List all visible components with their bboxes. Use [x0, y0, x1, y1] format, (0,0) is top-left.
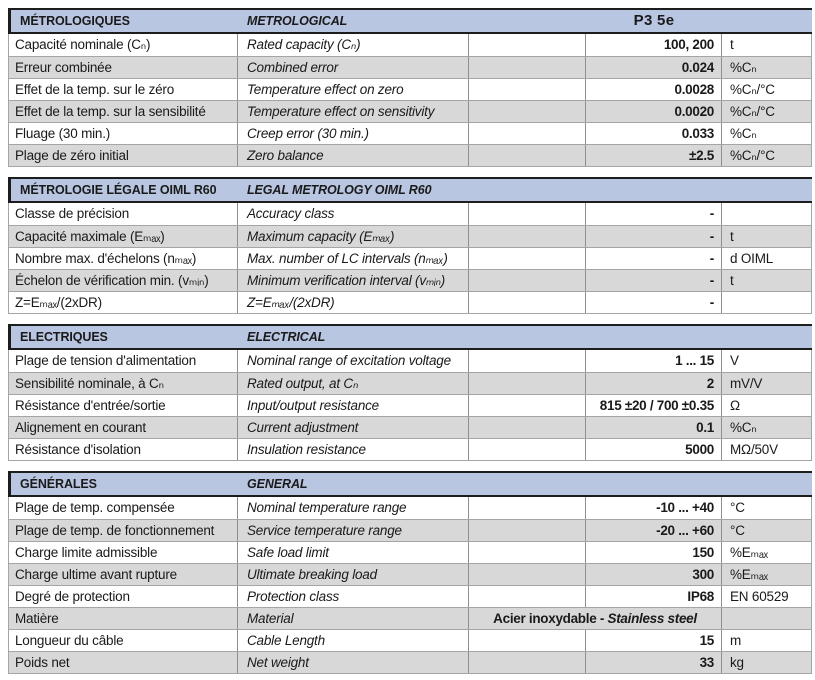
unit-cell: [722, 292, 811, 313]
unit-cell: %Cₙ/°C: [730, 82, 775, 97]
table-row: [9, 247, 811, 269]
spacer-cell: [469, 350, 586, 372]
label-fr-cell: Capacité nominale (Cₙ): [9, 34, 238, 56]
label-fr-cell: Capacité maximale (Eₘₐₓ): [9, 226, 238, 247]
label-en-cell: Creep error (30 min.): [238, 123, 469, 144]
section-title-fr: MÉTROLOGIQUES: [20, 14, 130, 28]
section-title-fr: GÉNÉRALES: [20, 477, 97, 491]
table-row: [9, 203, 811, 225]
label-en-cell: Temperature effect on zero: [238, 79, 469, 100]
spacer-cell: [469, 101, 586, 122]
label-fr-cell: Nombre max. d'échelons (nₘₐₓ): [9, 248, 238, 269]
label-en-cell: Combined error: [238, 57, 469, 78]
table-row: [9, 394, 811, 416]
spacer-cell: [469, 564, 586, 585]
table-row: [9, 585, 811, 607]
spacer-cell: [469, 292, 586, 313]
label-fr-cell: Résistance d'entrée/sortie: [9, 395, 238, 416]
value-cell: 100, 200: [586, 34, 722, 56]
section-title-en: METROLOGICAL: [247, 14, 348, 28]
spacer-cell: [469, 417, 586, 438]
label-en-cell: Ultimate breaking load: [238, 564, 469, 585]
section-title-fr: ELECTRIQUES: [20, 330, 108, 344]
label-en-cell: Zero balance: [238, 145, 469, 166]
label-fr-cell: Matière: [9, 608, 238, 629]
unit-cell: %Eₘₐₓ: [730, 567, 768, 582]
spacer-cell: [469, 497, 586, 519]
section-title-fr: MÉTROLOGIE LÉGALE OIML R60: [20, 183, 217, 197]
label-fr-cell: Degré de protection: [9, 586, 238, 607]
unit-cell: %Cₙ: [730, 126, 757, 141]
spacer-cell: [469, 123, 586, 144]
label-fr-cell: Échelon de vérification min. (vₘᵢₙ): [9, 270, 238, 291]
label-en-cell: Current adjustment: [238, 417, 469, 438]
label-fr-cell: Effet de la temp. sur le zéro: [9, 79, 238, 100]
section-rows: [8, 350, 812, 461]
unit-cell: t: [730, 273, 734, 288]
spacer-cell: [469, 395, 586, 416]
unit-cell: %Eₘₐₓ: [730, 545, 768, 560]
label-en-cell: Insulation resistance: [238, 439, 469, 460]
label-en-cell: Minimum verification interval (vₘᵢₙ): [238, 270, 469, 291]
value-cell: ±2.5: [586, 145, 722, 166]
label-fr-cell: Poids net: [9, 652, 238, 673]
value-cell: -: [586, 226, 722, 247]
unit-cell: t: [730, 229, 734, 244]
value-cell: -20 ... +60: [586, 520, 722, 541]
section-title-en: LEGAL METROLOGY OIML R60: [247, 183, 432, 197]
unit-cell: V: [730, 353, 739, 368]
spec-section: [8, 324, 812, 461]
label-fr-cell: Erreur combinée: [9, 57, 238, 78]
spacer-cell: [469, 652, 586, 673]
unit-cell: MΩ/50V: [730, 442, 778, 457]
value-cell: 0.1: [586, 417, 722, 438]
value-cell: 2: [586, 373, 722, 394]
value-text-italic: Stainless steel: [607, 611, 697, 626]
label-fr-cell: Plage de temp. de fonctionnement: [9, 520, 238, 541]
value-cell: -: [586, 203, 722, 225]
table-row: [9, 350, 811, 372]
value-cell: 15: [586, 630, 722, 651]
unit-cell: [722, 203, 811, 225]
table-row: [9, 563, 811, 585]
unit-cell: t: [730, 37, 734, 52]
spacer-cell: [469, 373, 586, 394]
value-cell: -: [586, 248, 722, 269]
label-en-cell: Cable Length: [238, 630, 469, 651]
table-row: [9, 651, 811, 673]
table-row: [9, 438, 811, 460]
unit-cell: Ω: [730, 398, 740, 413]
label-en-cell: Net weight: [238, 652, 469, 673]
table-row: [9, 519, 811, 541]
label-fr-cell: Charge ultime avant rupture: [9, 564, 238, 585]
label-fr-cell: Sensibilité nominale, à Cₙ: [9, 373, 238, 394]
table-row: [9, 78, 811, 100]
section-title-en: GENERAL: [247, 477, 308, 491]
unit-cell: °C: [730, 523, 745, 538]
label-en-cell: Temperature effect on sensitivity: [238, 101, 469, 122]
label-fr-cell: Z=Eₘₐₓ/(2xDR): [9, 292, 238, 313]
section-rows: [8, 34, 812, 167]
spacer-cell: [469, 630, 586, 651]
unit-cell: %Cₙ: [730, 420, 757, 435]
spacer-cell: [469, 79, 586, 100]
spacer-cell: [469, 226, 586, 247]
table-row: [9, 607, 811, 629]
value-cell: 815 ±20 / 700 ±0.35: [586, 395, 722, 416]
label-fr-cell: Plage de temp. compensée: [9, 497, 238, 519]
label-fr-cell: Longueur du câble: [9, 630, 238, 651]
value-cell: -10 ... +40: [586, 497, 722, 519]
value-cell: IP68: [586, 586, 722, 607]
spec-section: [8, 471, 812, 674]
value-cell: -: [586, 292, 722, 313]
unit-cell: %Cₙ/°C: [730, 104, 775, 119]
value-cell: 33: [586, 652, 722, 673]
datasheet-page: [8, 8, 812, 674]
value-cell: 5000: [586, 439, 722, 460]
spacer-cell: [469, 34, 586, 56]
spacer-cell: [469, 439, 586, 460]
value-text: Acier inoxydable -: [493, 611, 608, 626]
label-en-cell: Rated output, at Cₙ: [238, 373, 469, 394]
spacer-cell: [469, 586, 586, 607]
unit-cell: EN 60529: [730, 589, 789, 604]
label-en-cell: Accuracy class: [238, 203, 469, 225]
table-row: [9, 497, 811, 519]
section-rows: [8, 497, 812, 674]
spec-section: [8, 177, 812, 314]
value-cell: 0.024: [586, 57, 722, 78]
table-row: [9, 34, 811, 56]
unit-cell: [722, 608, 811, 629]
unit-cell: %Cₙ: [730, 60, 757, 75]
table-row: [9, 291, 811, 313]
label-en-cell: Nominal range of excitation voltage: [238, 350, 469, 372]
unit-cell: m: [730, 633, 742, 648]
label-en-cell: Material: [238, 608, 469, 629]
spacer-cell: [469, 520, 586, 541]
spacer-cell: [469, 542, 586, 563]
model-badge: P3 5e: [633, 12, 675, 29]
value-cell: -: [586, 270, 722, 291]
label-fr-cell: Résistance d'isolation: [9, 439, 238, 460]
section-header: [8, 8, 812, 34]
section-header: [8, 471, 812, 497]
label-en-cell: Nominal temperature range: [238, 497, 469, 519]
spacer-cell: [469, 57, 586, 78]
unit-cell: °C: [730, 500, 745, 515]
value-cell: 300: [586, 564, 722, 585]
label-fr-cell: Classe de précision: [9, 203, 238, 225]
label-en-cell: Max. number of LC intervals (nₘₐₓ): [238, 248, 469, 269]
value-cell: 1 ... 15: [586, 350, 722, 372]
unit-cell: d OIML: [730, 251, 774, 266]
section-header: [8, 324, 812, 350]
table-row: [9, 416, 811, 438]
label-fr-cell: Charge limite admissible: [9, 542, 238, 563]
label-en-cell: Z=Eₘₐₓ/(2xDR): [238, 292, 469, 313]
spacer-cell: [469, 270, 586, 291]
value-cell: 0.0020: [586, 101, 722, 122]
table-row: [9, 225, 811, 247]
unit-cell: %Cₙ/°C: [730, 148, 775, 163]
table-row: [9, 144, 811, 166]
label-en-cell: Maximum capacity (Eₘₐₓ): [238, 226, 469, 247]
spacer-cell: [469, 203, 586, 225]
section-title-en: ELECTRICAL: [247, 330, 326, 344]
spacer-cell: [469, 248, 586, 269]
spec-section: [8, 8, 812, 167]
label-en-cell: Safe load limit: [238, 542, 469, 563]
label-fr-cell: Fluage (30 min.): [9, 123, 238, 144]
spec-table: [8, 8, 812, 674]
value-cell: 0.0028: [586, 79, 722, 100]
label-fr-cell: Effet de la temp. sur la sensibilité: [9, 101, 238, 122]
label-en-cell: Protection class: [238, 586, 469, 607]
value-cell-merged: [469, 608, 722, 629]
table-row: [9, 269, 811, 291]
section-header: [8, 177, 812, 203]
spacer-cell: [469, 145, 586, 166]
value-cell: 150: [586, 542, 722, 563]
label-en-cell: Service temperature range: [238, 520, 469, 541]
label-fr-cell: Plage de tension d'alimentation: [9, 350, 238, 372]
value-cell: 0.033: [586, 123, 722, 144]
label-fr-cell: Alignement en courant: [9, 417, 238, 438]
table-row: [9, 541, 811, 563]
unit-cell: kg: [730, 655, 744, 670]
label-en-cell: Input/output resistance: [238, 395, 469, 416]
table-row: [9, 629, 811, 651]
table-row: [9, 100, 811, 122]
section-rows: [8, 203, 812, 314]
unit-cell: mV/V: [730, 376, 763, 391]
table-row: [9, 372, 811, 394]
table-row: [9, 122, 811, 144]
label-en-cell: Rated capacity (Cₙ): [238, 34, 469, 56]
table-row: [9, 56, 811, 78]
label-fr-cell: Plage de zéro initial: [9, 145, 238, 166]
